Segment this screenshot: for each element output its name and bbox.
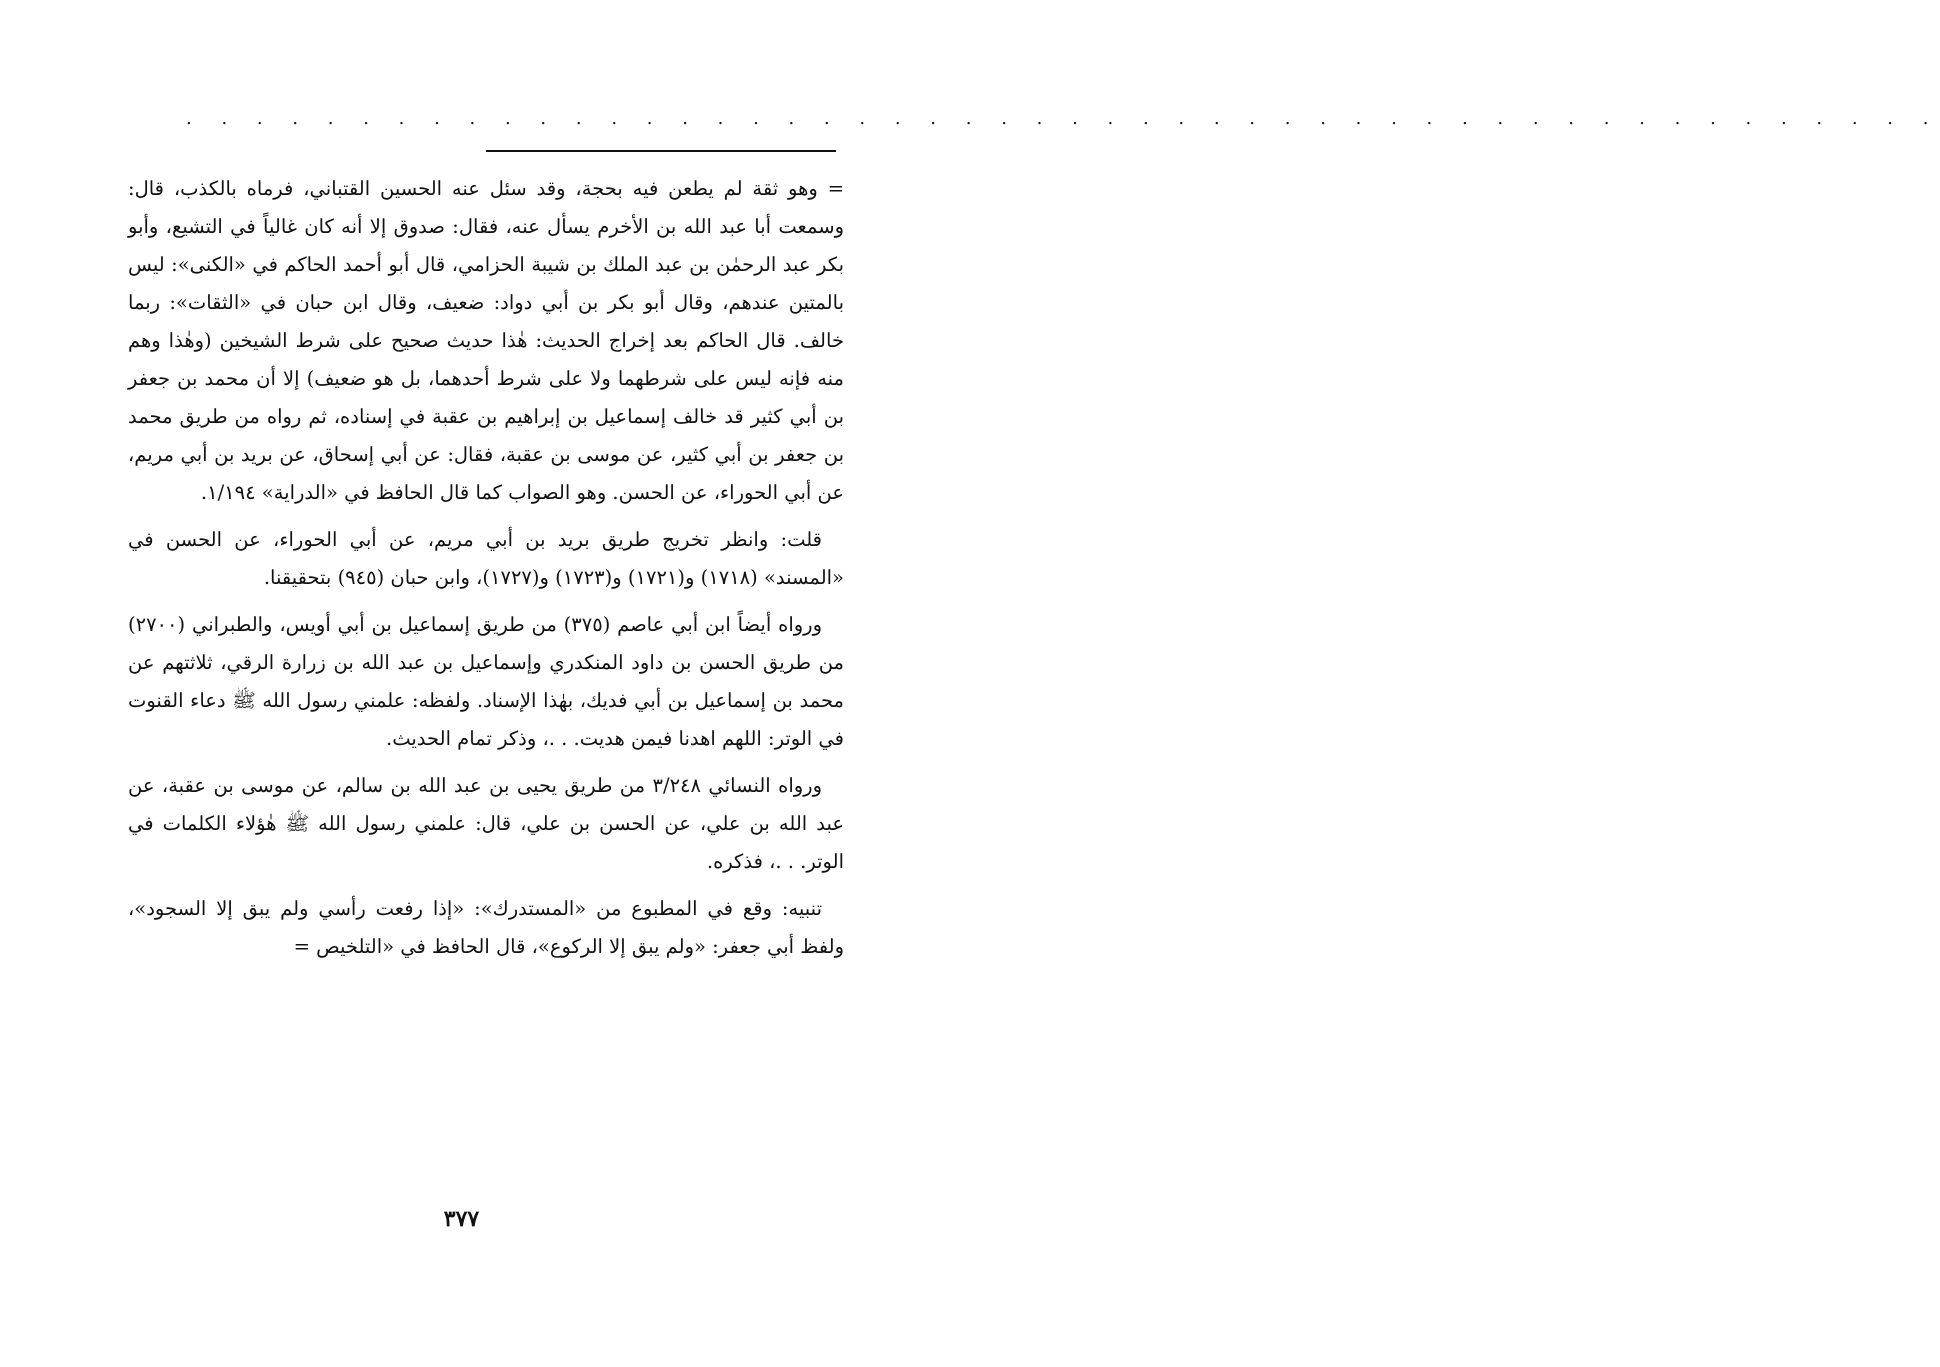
footnote-rule [486, 150, 836, 152]
paragraph-narrator-critique: = وهو ثقة لم يطعن فيه بحجة، وقد سئل عنه الحسين القتباني، فرماه بالكذب، قال: وسمعت أبا عبد الله بن الأخرم يسأل عنه، فقال: صدوق إلا أنه كان غالياً في التشيع، وأبو بكر عبد الرحمٰن بن عبد الملك بن شيبة الحزامي، قال أبو أحمد الحاكم في «الكنى»: ليس بالمتين عندهم، وقال أبو بكر بن أبي دواد: ضعيف، وقال ابن حبان في «الثقات»: ربما خالف. قال الحاكم بعد إخراج الحديث: هٰذا حديث صحيح على شرط الشيخين (وهٰذا وهم منه فإنه ليس على شرطهما ولا على شرط أحدهما، بل هو ضعيف) إلا أن محمد بن جعفر بن أبي كثير قد خالف إسماعيل بن إبراهيم بن عقبة في إسناده، ثم رواه من طريق محمد بن جعفر بن أبي كثير، عن موسى بن عقبة، فقال: عن أبي إسحاق، عن بريد بن أبي مريم، عن أبي الحوراء، عن الحسن. وهو الصواب كما قال الحافظ في «الدراية» ١/١٩٤. [128, 177, 844, 504]
footnote-dotted-separator: . . . . . . . . . . . . . . . . . . . . . . . . . . . . . . . . . . . . . . . . . . . . . . . . . . [186, 108, 1940, 129]
paragraph-note-musnad: قلت: وانظر تخريج طريق بريد بن أبي مريم، عن أبي الحوراء، عن الحسن في «المسند» (١٧١٨) و(١٧٢١) و(١٧٢٣) و(١٧٢٧)، وابن حبان (٩٤٥) بتحقيقنا. [128, 528, 844, 589]
paragraph-other-narrations: ورواه أيضاً ابن أبي عاصم (٣٧٥) من طريق إسماعيل بن أبي أويس، والطبراني (٢٧٠٠) من طريق الحسن بن داود المنكدري وإسماعيل بن عبد الله بن زرارة الرقي، ثلاثتهم عن محمد بن إسماعيل بن أبي فديك، بهٰذا الإسناد. ولفظه: علمني رسول الله ﷺ دعاء القنوت في الوتر: اللهم اهدنا فيمن هديت. . .، وذكر تمام الحديث. [128, 613, 844, 750]
page-number: ٣٧٧ [443, 1206, 480, 1232]
paragraph-warning: تنبيه: وقع في المطبوع من «المستدرك»: «إذا رفعت رأسي ولم يبق إلا السجود»، ولفظ أبي جعفر: «ولم يبق إلا الركوع»، قال الحافظ في «التلخيص = [128, 897, 844, 958]
footnote-body [128, 170, 844, 975]
paragraph-nasai-narration: ورواه النسائي ٣/٢٤٨ من طريق يحيى بن عبد الله بن سالم، عن موسى بن عقبة، عن عبد الله بن علي، عن الحسن بن علي، قال: علمني رسول الله ﷺ هٰؤلاء الكلمات في الوتر. . .، فذكره. [128, 774, 844, 873]
